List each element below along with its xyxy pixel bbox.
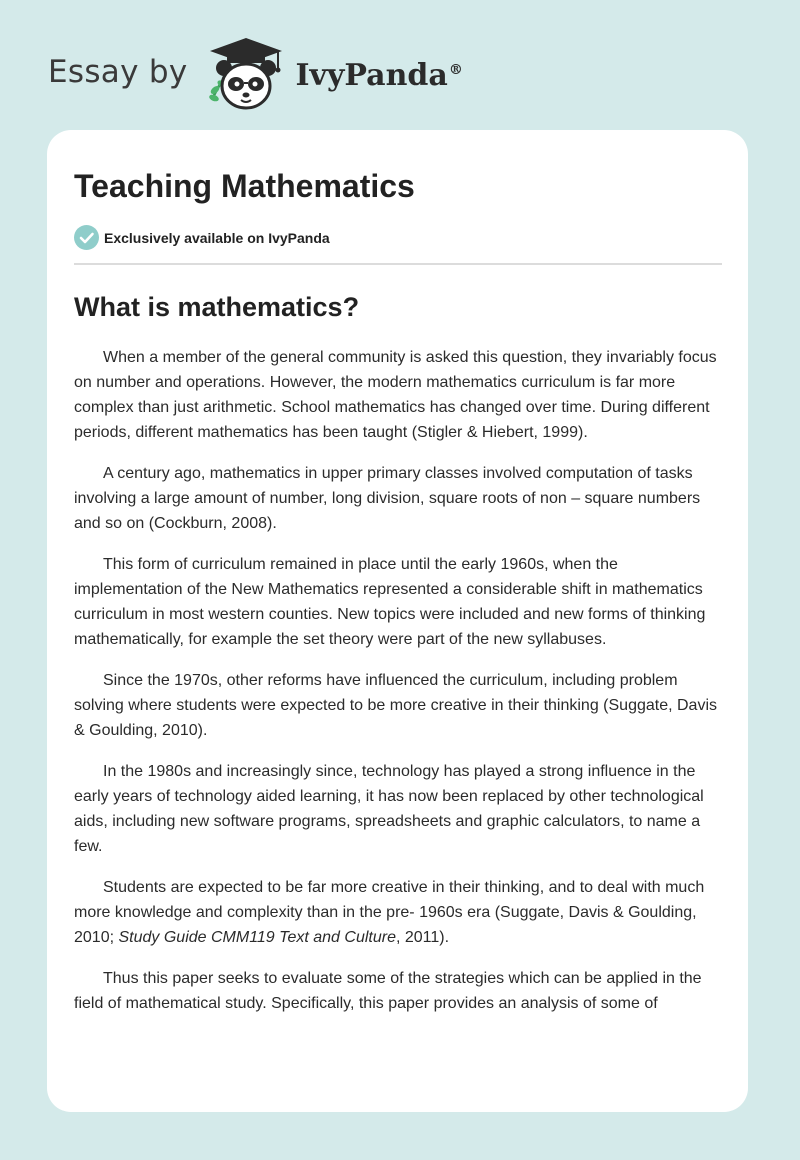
paragraph: When a member of the general community is asked this question, they invariably focus on number and operations. However, the modern mathematics curriculum is far more complex than just arithmetic. School mathematics has changed over time. During different periods, different mathematics has been taught (Stigler & Hiebert, 1999). — [74, 349, 717, 441]
paragraph: Since the 1970s, other reforms have influenced the curriculum, including problem solving where students were expected to be more creative in their thinking (Suggate, Davis & Goulding, 2010). — [74, 672, 718, 739]
site-header — [48, 34, 748, 114]
paragraph-with-citation: Students are expected to be far more creative in their thinking, and to deal with much more knowledge and complexity than in the pre- 1960s era (Suggate, Davis & Goulding, 2010; Study Guide CMM119 Text and Culture, 2011). — [74, 879, 705, 946]
check-circle-icon — [74, 225, 99, 250]
essay-body — [74, 345, 722, 1016]
section-heading: What is mathematics? — [74, 292, 360, 322]
divider — [74, 263, 722, 265]
exclusive-badge-label: Exclusively available on IvyPanda — [104, 229, 330, 246]
brand-name[interactable]: IvyPanda® — [295, 57, 463, 93]
cited-work-title: Study Guide CMM119 Text and Culture — [118, 929, 396, 946]
exclusive-badge — [74, 225, 722, 250]
paragraph: Thus this paper seeks to evaluate some of the strategies which can be applied in the field of mathematical study. Specifically, this paper provides an analysis of some of — [74, 970, 702, 1012]
registered-mark: ® — [448, 61, 463, 78]
paragraph: In the 1980s and increasingly since, technology has played a strong influence in the early years of technology aided learning, it has now been replaced by other technological aids, including new software programs, spreadsheets and graphic calculators, to name a few. — [74, 763, 704, 855]
essay-by-label: Essay by — [48, 54, 188, 90]
essay-card — [47, 130, 748, 1112]
panda-graduate-logo-icon[interactable] — [202, 34, 290, 114]
paragraph: This form of curriculum remained in place until the early 1960s, when the implementation of the New Mathematics represented a considerable shift in mathematics curriculum in most western counties. New topics were included and new forms of thinking mathematically, for example the set theory were part of the new syllabuses. — [74, 556, 706, 648]
page-title: Teaching Mathematics — [74, 168, 415, 204]
paragraph: A century ago, mathematics in upper primary classes involved computation of tasks involving a large amount of number, long division, square roots of non – square numbers and so on (Cockburn, 2008). — [74, 465, 701, 532]
